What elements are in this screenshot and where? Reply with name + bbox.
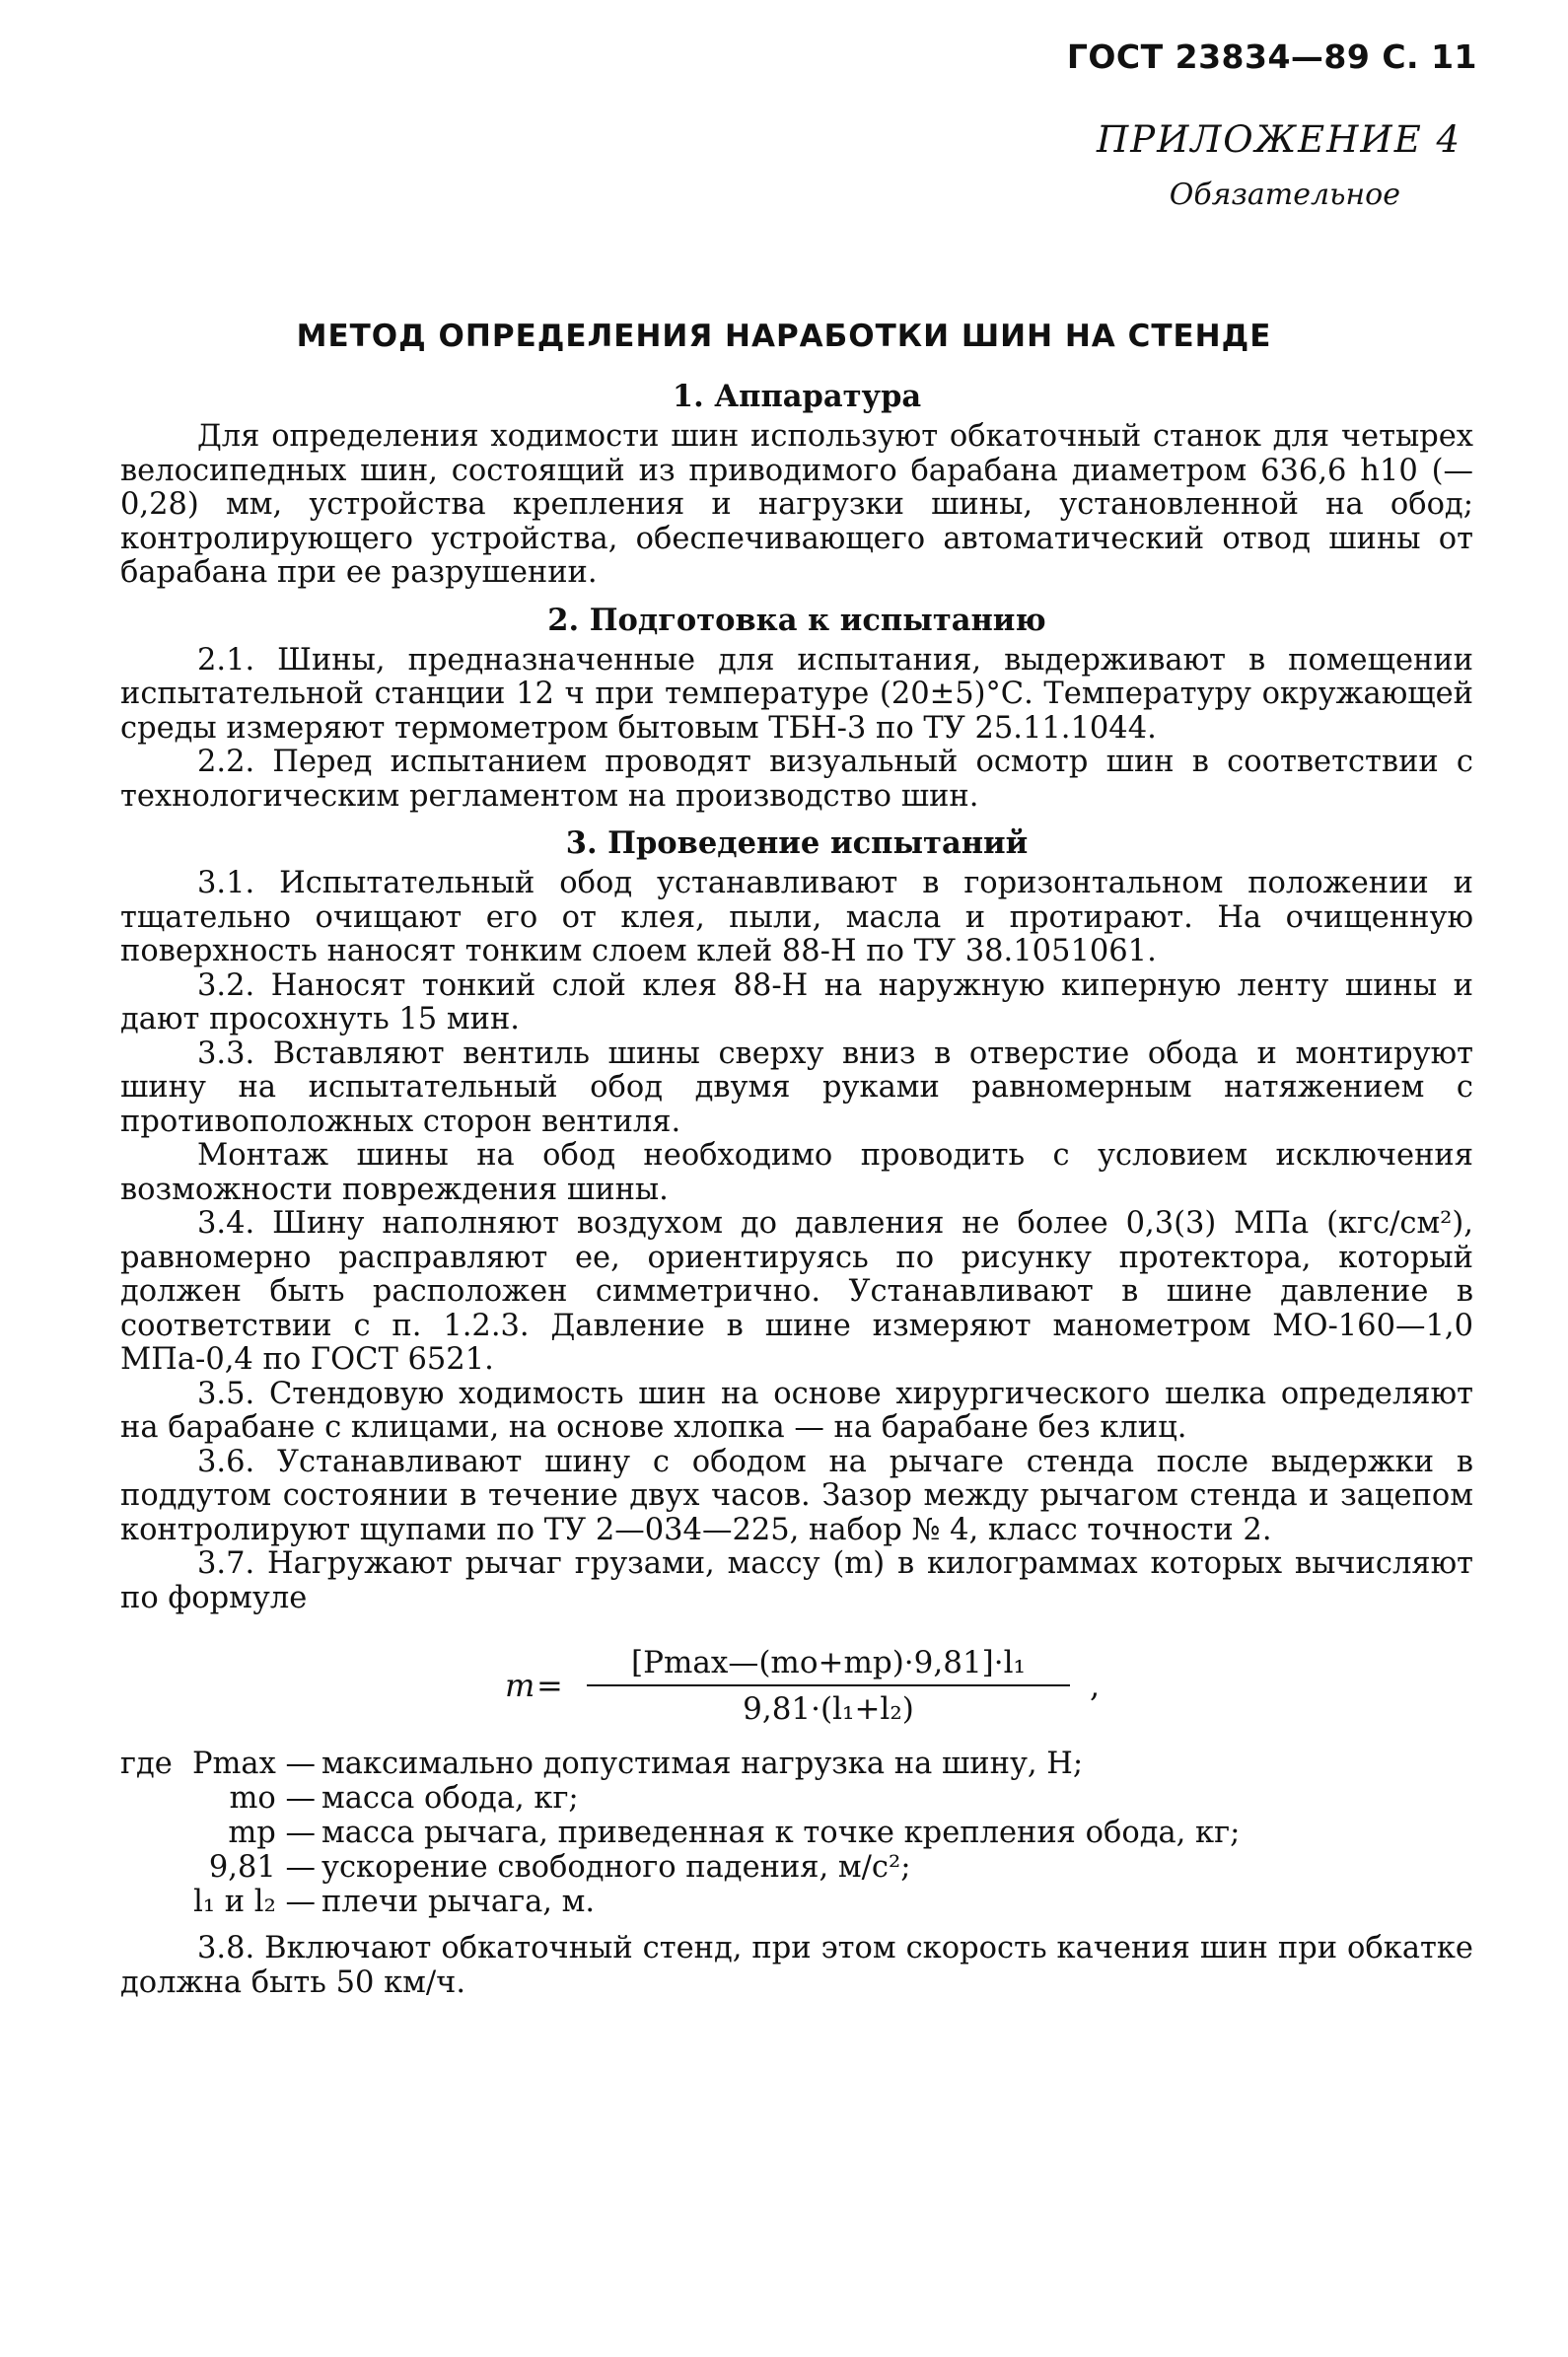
appendix-title: ПРИЛОЖЕНИЕ 4 xyxy=(1096,118,1461,161)
formula-lhs: m xyxy=(505,1667,535,1704)
paragraph-3-4: 3.4. Шину наполняют воздухом до давления не более 0,3(3) МПа (кгс/см²), равномерно расправляют ее, ориентируясь по рисунку протектора, который должен быть расположен симметрично. Устанавливают в шине давление в соответствии с п. 1.2.3. Давление в шине измеряют манометром МО-160—1,0 МПа-0,4 по ГОСТ 6521. xyxy=(120,1206,1473,1377)
paragraph-apparatus: Для определения ходимости шин используют обкаточный станок для четырех велосипедных шин, состоящий из приводимого барабана диаметром 636,6 h10 (—0,28) мм, устройства крепления и нагрузки шины, установленной на обод; контролирующего устройства, обеспечивающего автоматический отвод шины от барабана при ее разрушении. xyxy=(120,419,1473,590)
doc-header: ГОСТ 23834—89 С. 11 xyxy=(1066,37,1477,76)
definition-lead: где xyxy=(120,1747,173,1781)
paragraph-2-1: 2.1. Шины, предназначенные для испытания, выдерживают в помещении испытательной станции 12 ч при температуре (20±5)°С. Температуру окружающей среды измеряют термометром бытовым ТБН-3 по ТУ 25.11.1044. xyxy=(120,642,1473,746)
paragraph-3-3: 3.3. Вставляют вентиль шины сверху вниз в отверстие обода и монтируют шину на испытательный обод двумя руками равномерным натяжением с противоположных сторон вентиля. xyxy=(120,1036,1473,1139)
definition-row xyxy=(120,1886,1473,1920)
formula-denominator: 9,81·(l₁+l₂) xyxy=(743,1691,914,1727)
mass-formula xyxy=(120,1643,1473,1740)
formula-equals: = xyxy=(536,1667,563,1704)
definition-row xyxy=(120,1817,1473,1851)
definition-text: плечи рычага, м. xyxy=(321,1885,596,1919)
formula-fraction xyxy=(587,1643,1070,1729)
definition-text: максимально допустимая нагрузка на шину, Н; xyxy=(321,1747,1084,1781)
paragraph-3-5: 3.5. Стендовую ходимость шин на основе хирургического шелка определяют на барабане с клицами, на основе хлопка — на барабане без клиц. xyxy=(120,1376,1473,1445)
paragraph-mounting: Монтаж шины на обод необходимо проводить с условием исключения возможности повреждения шины. xyxy=(120,1138,1473,1207)
fraction-bar xyxy=(587,1684,1070,1686)
definition-row xyxy=(120,1782,1473,1817)
document-body xyxy=(120,373,1473,2000)
definition-row xyxy=(120,1748,1473,1782)
formula-comma: , xyxy=(1090,1667,1101,1704)
appendix-subtitle: Обязательное xyxy=(1169,178,1400,212)
definition-text: масса обода, кг; xyxy=(321,1781,579,1816)
section-heading-preparation: 2. Подготовка к испытанию xyxy=(547,602,1046,638)
definition-text: ускорение свободного падения, м/с²; xyxy=(321,1850,911,1885)
paragraph-3-7: 3.7. Нагружают рычаг грузами, массу (m) в килограммах которых вычисляют по формуле xyxy=(120,1546,1473,1615)
definition-row xyxy=(120,1851,1473,1886)
paragraph-3-6: 3.6. Устанавливают шину с ободом на рычаге стенда после выдержки в поддутом состоянии в течение двух часов. Зазор между рычагом стенда и зацепом контролируют щупами по ТУ 2—034—225, набор № 4, класс точности 2. xyxy=(120,1444,1473,1547)
definition-symbol: mо — xyxy=(229,1781,316,1816)
definition-symbol: 9,81 — xyxy=(208,1850,316,1885)
formula-numerator: [Pmax—(mо+mр)·9,81]·l₁ xyxy=(631,1645,1026,1680)
formula-definitions xyxy=(120,1748,1473,1920)
main-title: МЕТОД ОПРЕДЕЛЕНИЯ НАРАБОТКИ ШИН НА СТЕНДЕ xyxy=(296,319,1272,354)
definition-symbol: Pmax — xyxy=(191,1747,316,1781)
paragraph-3-1: 3.1. Испытательный обод устанавливают в горизонтальном положении и тщательно очищают его от клея, пыли, масла и протирают. На очищенную поверхность наносят тонким слоем клей 88-Н по ТУ 38.1051061. xyxy=(120,866,1473,968)
section-heading-testing: 3. Проведение испытаний xyxy=(565,825,1029,861)
paragraph-2-2: 2.2. Перед испытанием проводят визуальный осмотр шин в соответствии с технологическим регламентом на производство шин. xyxy=(120,745,1473,814)
definition-symbol: l₁ и l₂ — xyxy=(193,1885,316,1919)
definition-text: масса рычага, приведенная к точке крепления обода, кг; xyxy=(321,1816,1241,1850)
section-heading-apparatus: 1. Аппаратура xyxy=(672,379,922,414)
definition-symbol: mр — xyxy=(228,1816,316,1850)
paragraph-3-2: 3.2. Наносят тонкий слой клея 88-Н на наружную киперную ленту шины и дают просохнуть 15 мин. xyxy=(120,967,1473,1036)
paragraph-3-8: 3.8. Включают обкаточный стенд, при этом скорость качения шин при обкатке должна быть 50 км/ч. xyxy=(120,1931,1473,2000)
